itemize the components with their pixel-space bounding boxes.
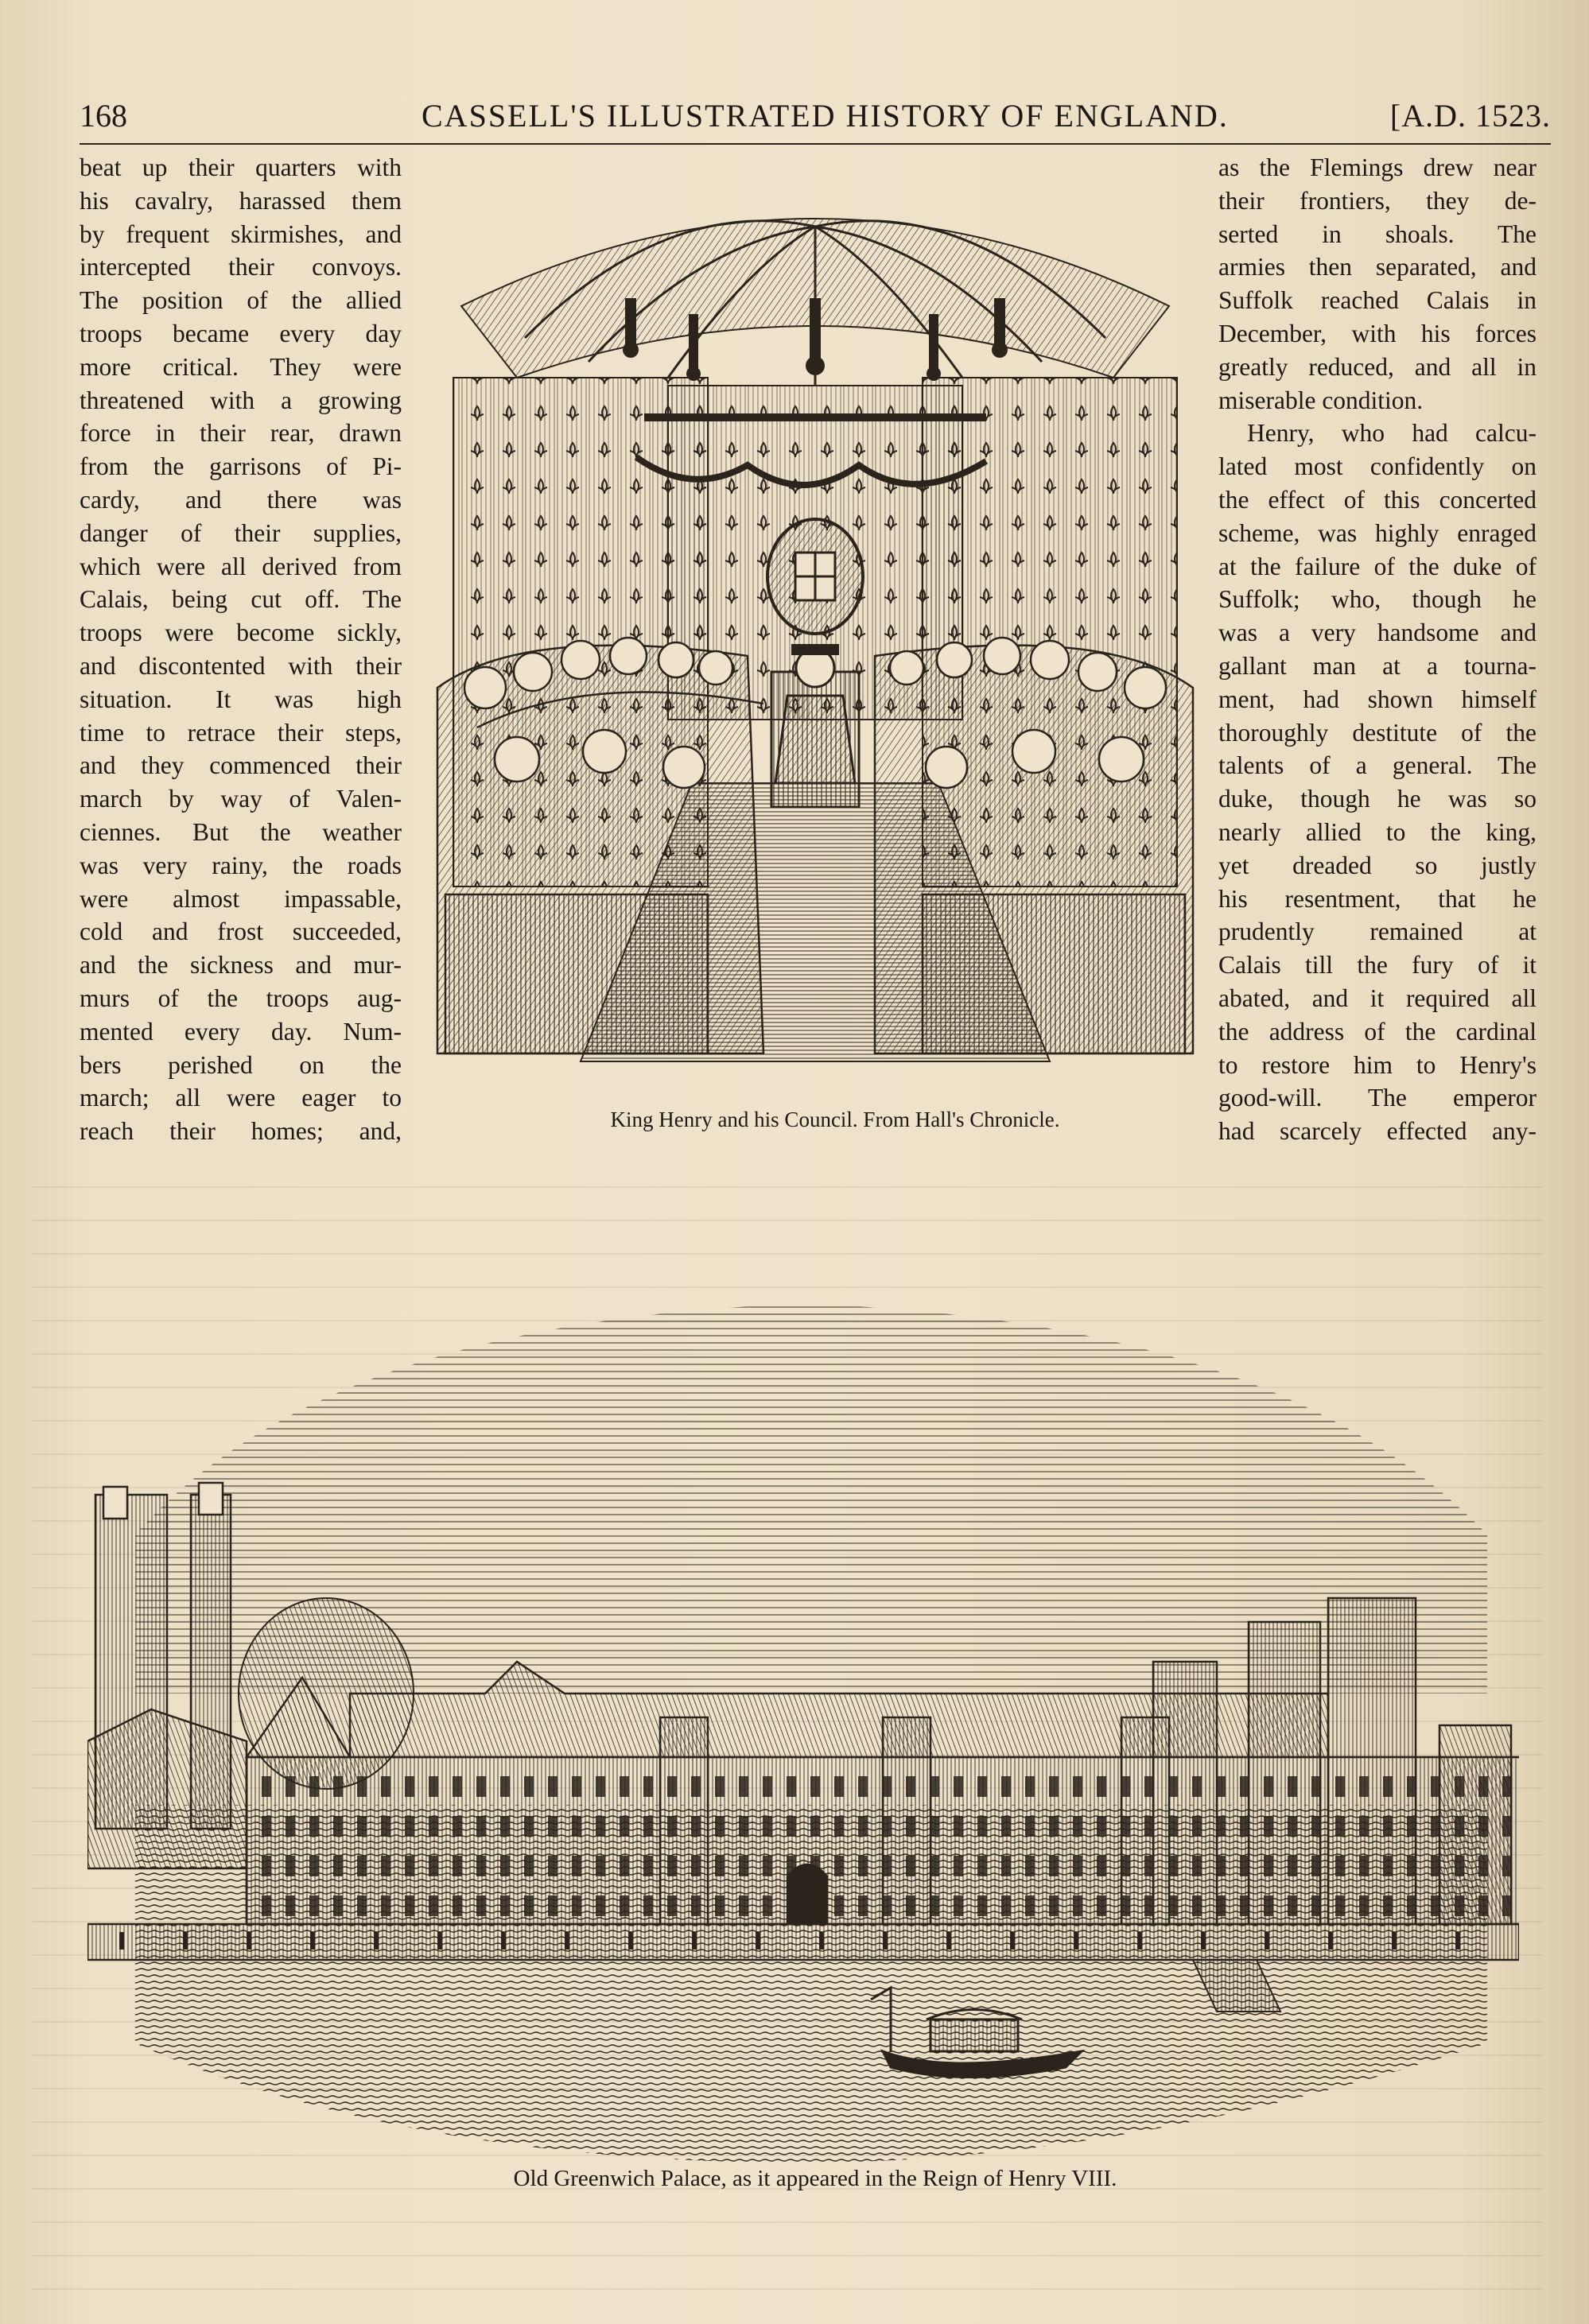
text-line: duke, though he was so: [1218, 785, 1537, 813]
text-line: was very rainy, the roads: [80, 851, 402, 879]
text-line: thoroughly destitute of the: [1218, 718, 1537, 747]
text-line: beat up their quarters with: [80, 153, 402, 181]
text-line: Calais till the fury of it: [1218, 951, 1537, 980]
header-rule: [80, 143, 1551, 145]
text-line: at the failure of the duke of: [1218, 552, 1537, 580]
text-line: from the garrisons of Pi-: [80, 452, 402, 481]
text-line: troops became every day: [80, 319, 402, 347]
text-line: ment, had shown himself: [1218, 685, 1537, 713]
text-line: their frontiers, they de-: [1218, 186, 1537, 215]
page-number: 168: [80, 98, 127, 134]
text-line: armies then separated, and: [1218, 253, 1537, 281]
text-line: march; all were eager to: [80, 1084, 402, 1112]
text-line: nearly allied to the king,: [1218, 817, 1537, 846]
text-line: bers perished on the: [80, 1050, 402, 1079]
text-line: march by way of Valen-: [80, 785, 402, 813]
text-line: situation. It was high: [80, 685, 402, 713]
text-line: gallant man at a tourna-: [1218, 651, 1537, 680]
text-line: more critical. They were: [80, 352, 402, 381]
text-line: threatened with a growing: [80, 386, 402, 414]
text-line: scheme, was highly enraged: [1218, 518, 1537, 547]
council-engraving: [429, 179, 1201, 1077]
text-line: were almost impassable,: [80, 884, 402, 913]
text-line: the address of the cardinal: [1218, 1017, 1537, 1046]
text-line: intercepted their convoys.: [80, 253, 402, 281]
text-line: force in their rear, drawn: [80, 419, 402, 448]
text-line: his resentment, that he: [1218, 884, 1537, 913]
text-line: December, with his forces: [1218, 319, 1537, 347]
text-line: miserable condition.: [1218, 386, 1424, 414]
text-line: the effect of this concerted: [1218, 485, 1537, 514]
text-line: serted in shoals. The: [1218, 219, 1537, 248]
text-line: as the Flemings drew near: [1218, 153, 1537, 181]
text-line: mented every day. Num-: [80, 1017, 402, 1046]
text-line: which were all derived from: [80, 552, 402, 580]
text-line: ciennes. But the weather: [80, 817, 402, 846]
text-line: danger of their supplies,: [80, 518, 402, 547]
text-line: and the sickness and mur-: [80, 951, 402, 980]
text-line: prudently remained at: [1218, 918, 1537, 946]
text-line: Henry, who had calcu-: [1247, 419, 1537, 448]
text-line: troops were become sickly,: [80, 619, 402, 647]
text-line: greatly reduced, and all in: [1218, 352, 1537, 381]
text-line: Suffolk reached Calais in: [1218, 286, 1537, 315]
running-header: [80, 97, 1551, 142]
palace-caption: Old Greenwich Palace, as it appeared in the Reign of Henry VIII.: [513, 2166, 1117, 2191]
text-line: by frequent skirmishes, and: [80, 219, 402, 248]
text-line: and they commenced their: [80, 751, 402, 780]
text-line: talents of a general. The: [1218, 751, 1537, 780]
right-text-column: [1218, 151, 1537, 1148]
text-line: had scarcely effected any-: [1218, 1117, 1537, 1146]
text-line: cold and frost succeeded,: [80, 918, 402, 946]
running-date: [A.D. 1523.: [1389, 98, 1551, 134]
text-line: to restore him to Henry's: [1218, 1050, 1537, 1079]
council-caption: King Henry and his Council. From Hall's Chronicle.: [610, 1108, 1060, 1131]
text-line: The position of the allied: [80, 286, 402, 315]
running-title: CASSELL'S ILLUSTRATED HISTORY OF ENGLAND.: [422, 98, 1229, 134]
text-line: Suffolk; who, though he: [1218, 585, 1537, 614]
text-line: murs of the troops aug-: [80, 984, 402, 1012]
text-line: yet dreaded so justly: [1218, 851, 1537, 879]
text-line: and discontented with their: [80, 651, 402, 680]
left-text-column: [80, 151, 402, 1148]
text-line: his cavalry, harassed them: [80, 186, 402, 215]
text-line: reach their homes; and,: [80, 1117, 402, 1146]
text-line: good-will. The emperor: [1218, 1084, 1537, 1112]
text-line: was a very handsome and: [1218, 619, 1537, 647]
text-line: abated, and it required all: [1218, 984, 1537, 1012]
greenwich-palace-engraving: [87, 1248, 1519, 2179]
text-line: Calais, being cut off. The: [80, 585, 402, 614]
text-line: cardy, and there was: [80, 485, 402, 514]
text-line: time to retrace their steps,: [80, 718, 402, 747]
text-line: lated most confidently on: [1218, 452, 1537, 481]
